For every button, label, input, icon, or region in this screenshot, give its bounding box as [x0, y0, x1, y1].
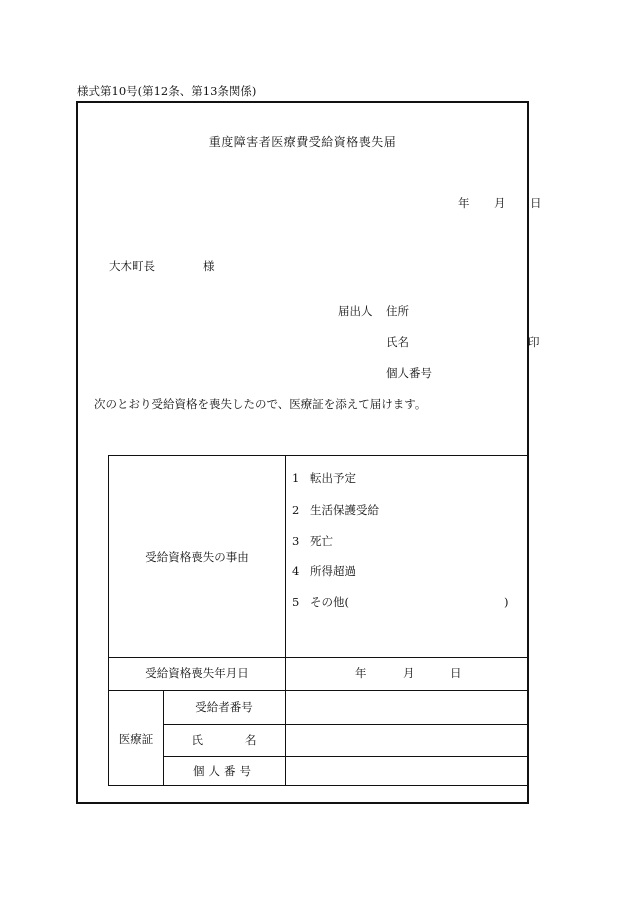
- document-title: 重度障害者医療費受給資格喪失届: [208, 135, 397, 149]
- reason-number: 1: [292, 471, 300, 485]
- loss-date-label: 受給資格喪失年月日: [145, 666, 249, 680]
- reason-text: 死亡: [310, 534, 333, 548]
- table-divider: [163, 756, 527, 757]
- certificate-my-number-label: 個人番号: [193, 764, 255, 778]
- recipient-honorific: 様: [203, 259, 215, 273]
- reason-item: [292, 597, 349, 609]
- reason-number: 3: [292, 534, 300, 548]
- reason-item: [292, 536, 333, 548]
- statement-text: 次のとおり受給資格を喪失したので、医療証を添えて届けます。: [94, 397, 427, 411]
- date-month-label: 月: [494, 196, 506, 210]
- certificate-name-label: [163, 735, 285, 747]
- loss-month-label: 月: [403, 666, 415, 680]
- reason-text: 転出予定: [310, 471, 356, 485]
- reason-table: [108, 455, 528, 786]
- reason-number: 4: [292, 564, 300, 578]
- date-year-label: 年: [458, 196, 470, 210]
- reason-label: 受給資格喪失の事由: [145, 550, 249, 564]
- certificate-name-label-b: 名: [245, 733, 257, 747]
- date-day-label: 日: [530, 196, 542, 210]
- reason-item: [292, 566, 356, 578]
- certificate-name-label-a: 氏: [191, 733, 203, 747]
- certificate-number-label: 受給者番号: [195, 700, 253, 714]
- other-close-paren: ): [504, 595, 509, 609]
- reason-text: 生活保護受給: [310, 503, 379, 517]
- loss-year-label: 年: [355, 666, 367, 680]
- reason-item: [292, 505, 379, 517]
- table-divider: [163, 724, 527, 725]
- form-frame: [76, 101, 542, 804]
- table-divider: [109, 690, 527, 691]
- table-divider: [285, 456, 286, 786]
- seal-label: 印: [528, 335, 540, 349]
- recipient-name: 大木町長: [109, 259, 155, 273]
- reason-text: その他(: [310, 595, 349, 609]
- table-divider: [109, 657, 527, 658]
- my-number-label: 個人番号: [386, 366, 432, 380]
- reason-text: 所得超過: [310, 564, 356, 578]
- loss-day-label: 日: [450, 666, 462, 680]
- form-header: 様式第10号(第12条、第13条関係): [77, 84, 257, 98]
- address-label: 住所: [386, 304, 409, 318]
- name-label: 氏名: [386, 335, 409, 349]
- reason-item: [292, 473, 356, 485]
- applicant-label: 届出人: [338, 304, 373, 318]
- reason-number: 2: [292, 503, 300, 517]
- reason-number: 5: [292, 595, 300, 609]
- certificate-label: 医療証: [118, 732, 154, 746]
